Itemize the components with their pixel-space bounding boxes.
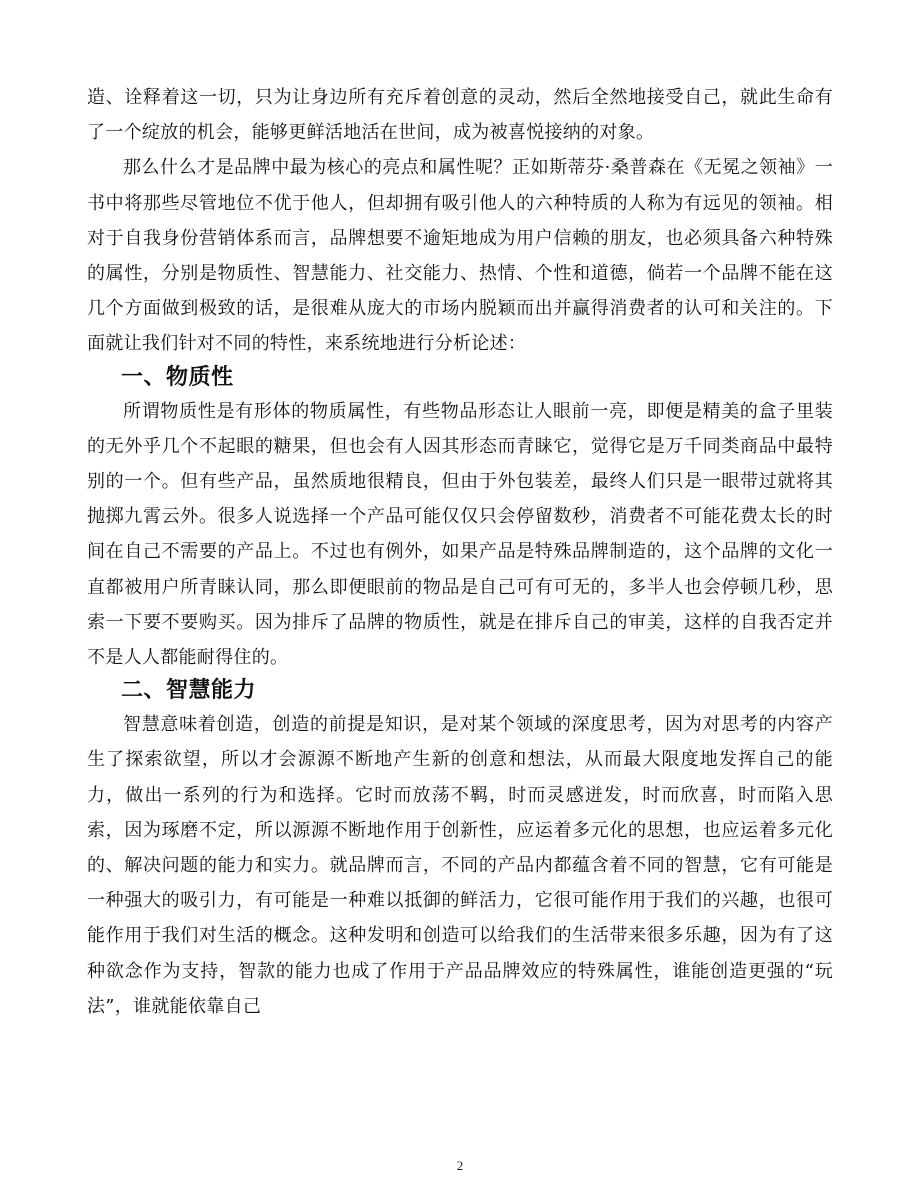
section-heading-wisdom: 二、智慧能力	[121, 678, 257, 704]
paragraph-wisdom: 智慧意味着创造，创造的前提是知识，是对某个领域的深度思考，因为对思考的内容产生了探索欲望，所以才会源源不断地产生新的创意和想法，从而最大限度地发挥自己的能力，做出一系列的行为和选择。它时而放荡不羁，时而灵感迸发，时而欣喜，时而陷入思索，因为琢磨不定，所以源源不断地作用于创新性，应运着多元化的思想，也应运着多元化的、解决问题的能力和实力。就品牌而言，不同的产品内都蕴含着不同的智慧，它有可能是一种强大的吸引力，有可能是一种难以抵御的鲜活力，它很可能作用于我们的兴趣，也很可能作用于我们对生活的概念。这种发明和创造可以给我们的生活带来很多乐趣，因为有了这种欲念作为支持，智款的能力也成了作用于产品品牌效应的特殊属性，谁能创造更强的“玩法”，谁就能依靠自己	[87, 714, 833, 1017]
paragraph-materiality: 所谓物质性是有形体的物质属性，有些物品形态让人眼前一亮，即便是精美的盒子里装的无外乎几个不起眼的糖果，但也会有人因其形态而青睐它，觉得它是万千同类商品中最特别的一个。但有些产品，虽然质地很精良，但由于外包装差，最终人们只是一眼带过就将其抛掷九霄云外。很多人说选择一个产品可能仅仅只会停留数秒，消费者不可能花费太长的时间在自己不需要的产品上。不过也有例外，如果产品是特殊品牌制造的，这个品牌的文化一直都被用户所青睐认同，那么即便眼前的物品是自己可有可无的，多半人也会停顿几秒，思索一下要不要购买。因为排斥了品牌的物质性，就是在排斥自己的审美，这样的自我否定并不是人人都能耐得住的。	[87, 400, 833, 669]
paragraph-continued: 造、诠释着这一切，只为让身边所有充斥着创意的灵动，然后全然地接受自己，就此生命有了一个绽放的机会，能够更鲜活地活在世间，成为被喜悦接纳的对象。	[87, 87, 833, 144]
page-number: 2	[456, 1158, 464, 1173]
section-heading-materiality: 一、物质性	[121, 364, 234, 390]
document-body	[87, 80, 833, 1024]
paragraph-intro: 那么什么才是品牌中最为核心的亮点和属性呢？正如斯蒂芬·桑普森在《无冕之领袖》一书中将那些尽管地位不优于他人，但却拥有吸引他人的六种特质的人称为有远见的领袖。相对于自我身份营销体系而言，品牌想要不逾矩地成为用户信赖的朋友，也必须具备六种特殊的属性，分别是物质性、智慧能力、社交能力、热情、个性和道德，倘若一个品牌不能在这几个方面做到极致的话，是很难从庞大的市场内脱颖而出并赢得消费者的认可和关注的。下面就让我们针对不同的特性，来系统地进行分析论述：	[87, 157, 833, 355]
